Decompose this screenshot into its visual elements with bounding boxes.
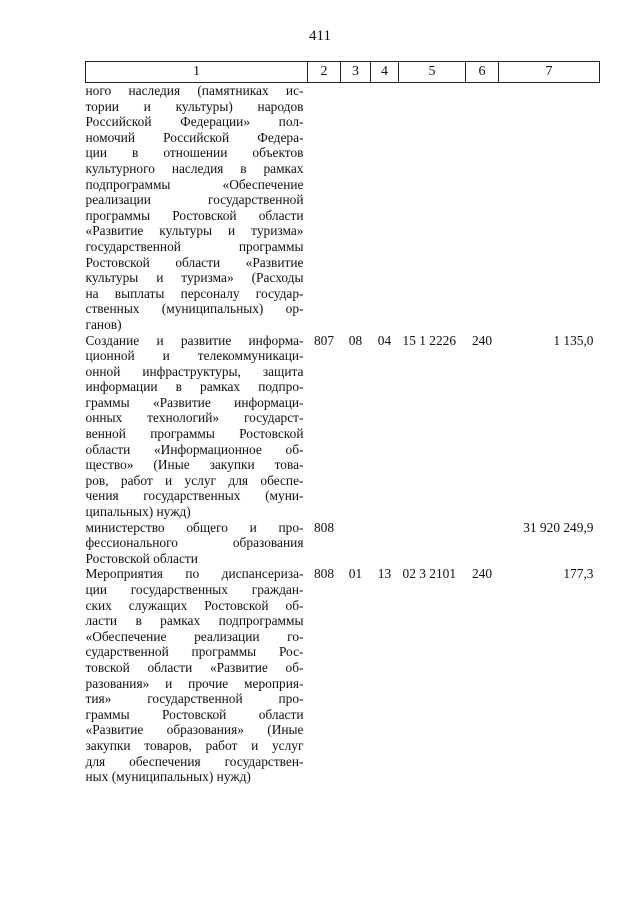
description-line: онной инфраструктуры, защита bbox=[85, 363, 304, 379]
description-line: чения государственных (муни- bbox=[85, 488, 304, 504]
section-code bbox=[341, 520, 371, 567]
amount-value: 1 135,0 bbox=[553, 332, 594, 348]
section-code: 08 bbox=[348, 332, 363, 348]
description-line: щество» (Иные закупки това- bbox=[85, 457, 304, 473]
description-line: Ростовской области bbox=[85, 550, 198, 566]
row-description bbox=[86, 566, 308, 784]
expense-type-code: 240 bbox=[471, 566, 493, 582]
amount-value: 177,3 bbox=[563, 566, 594, 582]
description-line: граммы Ростовской области bbox=[85, 706, 304, 722]
description-line: Российской Федерации» пол- bbox=[85, 114, 304, 130]
page-number: 411 bbox=[309, 28, 331, 44]
description-line: ципальных) нужд) bbox=[85, 504, 191, 520]
description-line: министерство общего и про- bbox=[85, 519, 304, 535]
description-line: на выплаты персоналу государ- bbox=[85, 285, 304, 301]
description-line: культуры и туризма» (Расходы bbox=[85, 270, 304, 286]
description-line: закупки товаров, работ и услуг bbox=[85, 737, 304, 753]
description-line: области «Информационное об- bbox=[85, 441, 304, 457]
expense-type-code bbox=[466, 83, 499, 333]
table-row bbox=[86, 83, 600, 333]
subsection-code bbox=[371, 520, 399, 567]
description-line: ного наследия (памятниках ис- bbox=[85, 83, 304, 98]
header-col-7: 7 bbox=[499, 62, 600, 83]
description-line: товской области «Развитие об- bbox=[85, 659, 304, 675]
description-line: «Развитие образования» (Иные bbox=[85, 722, 304, 738]
description-line: ственных (муниципальных) ор- bbox=[85, 301, 304, 317]
target-article-code bbox=[399, 83, 466, 333]
row-description bbox=[86, 333, 308, 520]
description-line: Создание и развитие информа- bbox=[85, 332, 304, 348]
description-line: тия» государственной про- bbox=[85, 691, 304, 707]
description-line: программы Ростовской области bbox=[85, 207, 304, 223]
amount-value bbox=[499, 83, 600, 333]
description-line: разования» и прочие мероприя- bbox=[85, 675, 304, 691]
description-line: «Обеспечение реализации го- bbox=[85, 628, 304, 644]
description-line: ров, работ и услуг для обеспе- bbox=[85, 472, 304, 488]
subsection-code bbox=[371, 83, 399, 333]
header-col-4: 4 bbox=[371, 62, 399, 83]
description-line: реализации государственной bbox=[85, 192, 304, 208]
table-row bbox=[86, 566, 600, 784]
header-col-1: 1 bbox=[86, 62, 308, 83]
ministry-code: 808 bbox=[313, 519, 335, 535]
description-line: ных (муниципальных) нужд) bbox=[85, 769, 251, 785]
description-line: «Развитие культуры и туризма» bbox=[85, 223, 304, 239]
expense-type-code: 240 bbox=[471, 332, 493, 348]
description-line: Мероприятия по диспансериза- bbox=[85, 566, 304, 582]
section-code bbox=[341, 83, 371, 333]
amount-value: 31 920 249,9 bbox=[523, 519, 594, 535]
description-line: фессионального образования bbox=[85, 535, 304, 551]
description-line: Ростовской области «Развитие bbox=[85, 254, 304, 270]
subsection-code: 04 bbox=[377, 332, 392, 348]
header-row bbox=[86, 62, 600, 83]
description-line: ганов) bbox=[85, 316, 122, 332]
section-code: 01 bbox=[348, 566, 363, 582]
target-article-code: 15 1 2226 bbox=[402, 332, 457, 348]
description-line: ции государственных граждан- bbox=[85, 582, 304, 597]
header-col-5: 5 bbox=[399, 62, 466, 83]
table-row bbox=[86, 520, 600, 567]
header-col-6: 6 bbox=[466, 62, 499, 83]
target-article-code bbox=[399, 520, 466, 567]
table-row bbox=[86, 333, 600, 520]
description-line: ции в отношении объектов bbox=[85, 145, 304, 161]
header-col-2: 2 bbox=[308, 62, 341, 83]
description-line: информации в рамках подпро- bbox=[85, 379, 304, 395]
target-article-code: 02 3 2101 bbox=[402, 566, 457, 582]
row-description bbox=[86, 520, 308, 567]
description-line: онных технологий» государст- bbox=[85, 410, 304, 426]
header-col-3: 3 bbox=[341, 62, 371, 83]
description-line: тории и культуры) народов bbox=[85, 98, 304, 114]
description-line: сударственной программы Рос- bbox=[85, 644, 304, 660]
expense-type-code bbox=[466, 520, 499, 567]
description-line: номочий Российской Федера- bbox=[85, 129, 304, 145]
description-line: венной программы Ростовской bbox=[85, 426, 304, 442]
row-description bbox=[86, 83, 308, 333]
subsection-code: 13 bbox=[377, 566, 392, 582]
ministry-code: 808 bbox=[313, 566, 335, 582]
ministry-code: 807 bbox=[313, 332, 335, 348]
description-line: граммы «Развитие информаци- bbox=[85, 394, 304, 410]
description-line: ласти в рамках подпрограммы bbox=[85, 613, 304, 629]
ministry-code bbox=[308, 83, 341, 333]
description-line: ционной и телекоммуникаци- bbox=[85, 348, 304, 364]
description-line: культурного наследия в рамках bbox=[85, 160, 304, 176]
description-line: подпрограммы «Обеспечение bbox=[85, 176, 304, 192]
description-line: для обеспечения государствен- bbox=[85, 753, 304, 769]
description-line: ских служащих Ростовской об- bbox=[85, 597, 304, 613]
budget-table bbox=[85, 61, 600, 785]
description-line: государственной программы bbox=[85, 238, 304, 254]
